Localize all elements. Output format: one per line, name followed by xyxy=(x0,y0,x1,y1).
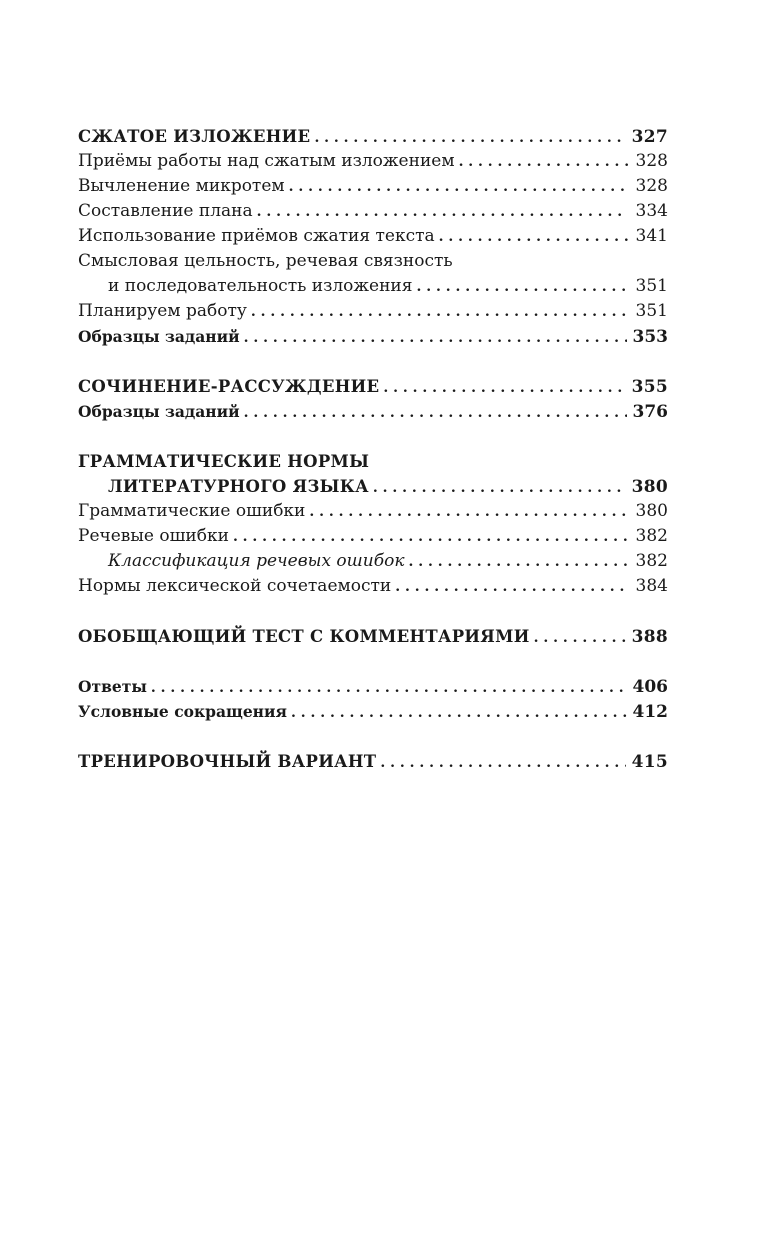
toc-entry-title-line2: и последовательность изложения xyxy=(108,276,413,296)
toc-entry xyxy=(78,224,668,249)
dot-leader xyxy=(314,124,625,151)
dot-leader xyxy=(289,174,628,200)
toc-page-number: 334 xyxy=(635,201,668,221)
toc-entry-section xyxy=(78,749,668,774)
toc-entry-title: Образцы заданий xyxy=(78,402,240,421)
toc-entry-section xyxy=(78,474,668,499)
toc-entry-title: Речевые ошибки xyxy=(78,526,229,546)
toc-page-number: 328 xyxy=(635,176,668,196)
dot-leader xyxy=(395,574,628,600)
toc-entry-title: СОЧИНЕНИЕ-РАССУЖДЕНИЕ xyxy=(78,377,380,396)
dot-leader xyxy=(373,474,626,501)
dot-leader xyxy=(257,199,628,225)
spacer xyxy=(78,599,668,624)
toc-page-number: 327 xyxy=(631,127,668,147)
toc-page-number: 376 xyxy=(632,402,668,422)
toc-entry-section xyxy=(78,624,668,649)
toc-page-number: 341 xyxy=(635,226,668,246)
toc-entry xyxy=(78,174,668,199)
toc-entry-title: Условные сокращения xyxy=(78,702,287,721)
toc-entry-title: ТРЕНИРОВОЧНЫЙ ВАРИАНТ xyxy=(78,752,377,771)
toc-page-number: 415 xyxy=(631,752,668,772)
toc-entry-answers xyxy=(78,674,668,699)
toc-entry-title: СЖАТОЕ ИЗЛОЖЕНИЕ xyxy=(78,127,311,146)
dot-leader xyxy=(244,324,627,351)
spacer xyxy=(78,424,668,449)
toc-entry xyxy=(78,299,668,324)
toc-entry-title: Ответы xyxy=(78,677,147,696)
toc-entry xyxy=(78,499,668,524)
toc-entry-title: Образцы заданий xyxy=(78,327,240,346)
toc-entry-samples xyxy=(78,324,668,349)
toc-page-number: 380 xyxy=(635,501,668,521)
dot-leader xyxy=(151,674,627,701)
toc-page-number: 353 xyxy=(632,327,668,347)
toc-entry-section xyxy=(78,374,668,399)
toc-page-number: 328 xyxy=(635,151,668,171)
toc-entry-title-line2: ЛИТЕРАТУРНОГО ЯЗЫКА xyxy=(108,477,369,496)
toc-page-number: 382 xyxy=(635,526,668,546)
toc-entry xyxy=(78,524,668,549)
toc-entry xyxy=(78,199,668,224)
toc-page-number: 355 xyxy=(631,377,668,397)
dot-leader xyxy=(380,749,625,776)
table-of-contents xyxy=(78,124,668,774)
toc-page-number: 351 xyxy=(635,276,668,296)
toc-entry xyxy=(78,574,668,599)
toc-entry-abbreviations xyxy=(78,699,668,724)
toc-entry-title: Составление плана xyxy=(78,201,253,221)
toc-entry xyxy=(78,149,668,174)
toc-page-number: 380 xyxy=(631,477,668,497)
dot-leader xyxy=(291,699,627,726)
dot-leader xyxy=(439,224,628,250)
spacer xyxy=(78,724,668,749)
toc-entry-title: Нормы лексической сочетаемости xyxy=(78,576,392,596)
toc-page-number: 382 xyxy=(635,551,668,571)
toc-entry-title-line1: Смысловая цельность, речевая связность xyxy=(78,251,453,271)
spacer xyxy=(78,649,668,674)
toc-entry-title: Классификация речевых ошибок xyxy=(108,551,405,571)
toc-page-number: 412 xyxy=(632,702,668,722)
toc-page-number: 406 xyxy=(632,677,668,697)
dot-leader xyxy=(251,299,628,325)
toc-entry-title: Грамматические ошибки xyxy=(78,501,306,521)
dot-leader xyxy=(309,499,628,525)
toc-entry-title-line1: ГРАММАТИЧЕСКИЕ НОРМЫ xyxy=(78,452,370,471)
toc-entry-title: Приёмы работы над сжатым изложением xyxy=(78,151,455,171)
toc-entry-title: Планируем работу xyxy=(78,301,247,321)
toc-page-number: 384 xyxy=(635,576,668,596)
toc-entry xyxy=(78,274,668,299)
toc-page-number: 351 xyxy=(635,301,668,321)
toc-entry-subsection xyxy=(78,549,668,574)
toc-page-number: 388 xyxy=(631,627,668,647)
toc-entry-samples xyxy=(78,399,668,424)
dot-leader xyxy=(233,524,628,550)
dot-leader xyxy=(416,274,628,300)
toc-entry-title: ОБОБЩАЮЩИЙ ТЕСТ С КОММЕНТАРИЯМИ xyxy=(78,627,530,646)
dot-leader xyxy=(534,624,626,651)
dot-leader xyxy=(408,549,628,575)
spacer xyxy=(78,349,668,374)
dot-leader xyxy=(459,149,628,175)
dot-leader xyxy=(383,374,625,401)
toc-entry-section xyxy=(78,124,668,149)
dot-leader xyxy=(244,399,627,426)
toc-entry-title: Использование приёмов сжатия текста xyxy=(78,226,435,246)
toc-entry-title: Вычленение микротем xyxy=(78,176,285,196)
